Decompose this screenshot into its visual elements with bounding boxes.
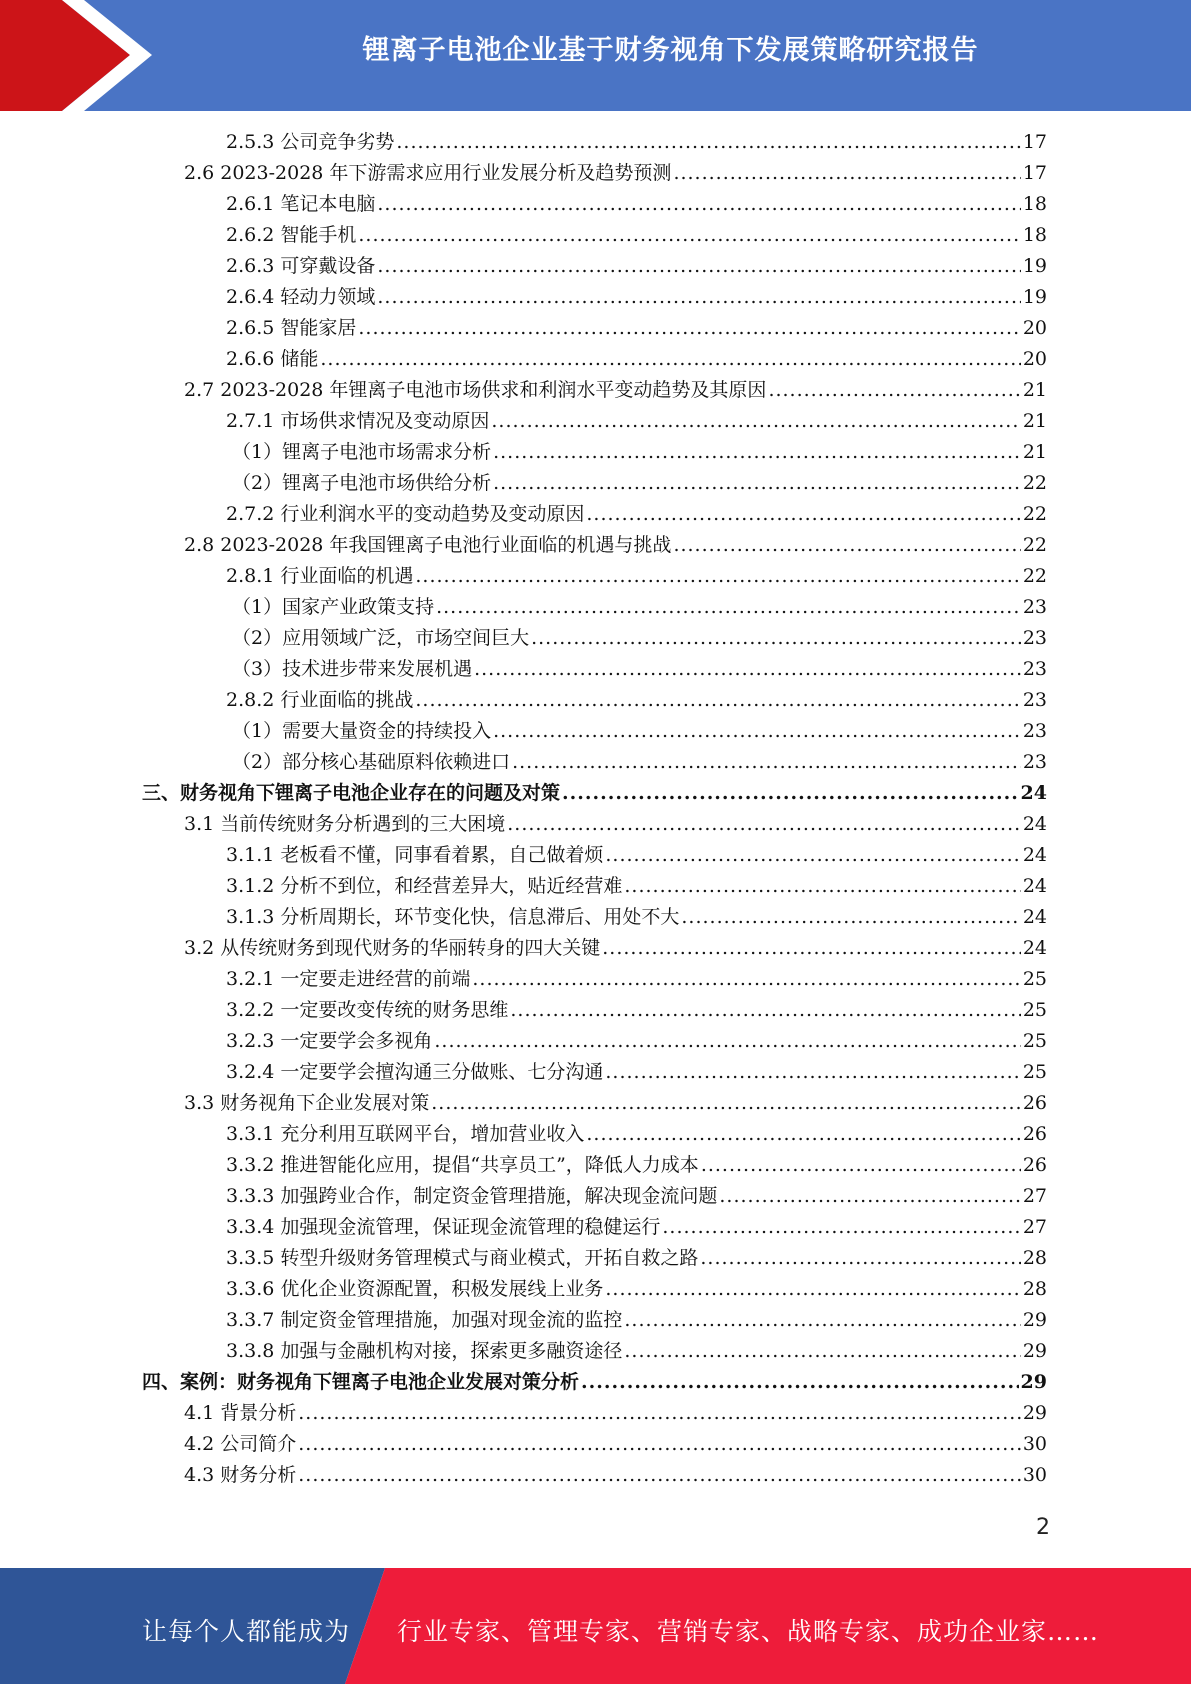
toc-entry-page: 23 xyxy=(1022,720,1047,742)
toc-entry-label: 3.1 当前传统财务分析遇到的三大困境 xyxy=(184,813,506,835)
toc-entry-label: 3.1.2 分析不到位，和经营差异大，贴近经营难 xyxy=(226,875,623,897)
toc-dot-leader xyxy=(701,1150,1021,1181)
toc-entry[interactable] xyxy=(226,189,1047,220)
toc-entry-label: （2）部分核心基础原料依赖进口 xyxy=(232,751,511,773)
toc-entry[interactable] xyxy=(226,1057,1047,1088)
toc-entry[interactable] xyxy=(226,1026,1047,1057)
toc-entry-label: 2.8.2 行业面临的挑战 xyxy=(226,689,414,711)
toc-entry[interactable] xyxy=(226,344,1047,375)
toc-entry-page: 29 xyxy=(1022,1309,1047,1331)
toc-entry[interactable] xyxy=(184,1398,1047,1429)
toc-entry-page: 26 xyxy=(1022,1154,1047,1176)
toc-entry-page: 24 xyxy=(1022,875,1047,897)
toc-entry[interactable] xyxy=(226,220,1047,251)
toc-dot-leader xyxy=(493,468,1021,499)
toc-dot-leader xyxy=(377,251,1020,282)
footer-slogan-left: 让每个人都能成为 xyxy=(142,1617,351,1646)
toc-dot-leader xyxy=(472,964,1020,995)
toc-entry-label: 3.3.1 充分利用互联网平台，增加营业收入 xyxy=(226,1123,585,1145)
toc-entry-label: 2.6.5 智能家居 xyxy=(226,317,357,339)
toc-entry-label: 2.5.3 公司竞争劣势 xyxy=(226,131,395,153)
toc-entry[interactable] xyxy=(184,933,1047,964)
toc-dot-leader xyxy=(434,1026,1020,1057)
toc-entry-label: 3.2.2 一定要改变传统的财务思维 xyxy=(226,999,509,1021)
toc-entry-page: 24 xyxy=(1020,782,1047,804)
toc-entry-label: （2）锂离子电池市场供给分析 xyxy=(232,472,492,494)
toc-entry[interactable] xyxy=(226,127,1047,158)
toc-entry-label: 4.1 背景分析 xyxy=(184,1402,297,1424)
toc-dot-leader xyxy=(586,1119,1020,1150)
toc-entry-label: 3.2.3 一定要学会多视角 xyxy=(226,1030,433,1052)
toc-dot-leader xyxy=(377,189,1020,220)
toc-entry-page: 22 xyxy=(1022,472,1047,494)
toc-entry[interactable] xyxy=(226,964,1047,995)
toc-dot-leader xyxy=(298,1460,1021,1491)
toc-entry[interactable] xyxy=(184,1460,1047,1491)
toc-entry-page: 18 xyxy=(1022,193,1047,215)
toc-entry[interactable] xyxy=(232,592,1047,623)
toc-entry[interactable] xyxy=(226,840,1047,871)
toc-entry-label: 2.7 2023-2028 年锂离子电池市场供求和利润水平变动趋势及其原因 xyxy=(184,379,767,401)
toc-dot-leader xyxy=(358,220,1020,251)
toc-entry-label: 4.2 公司简介 xyxy=(184,1433,297,1455)
toc-dot-leader xyxy=(673,530,1020,561)
toc-entry[interactable] xyxy=(226,1336,1047,1367)
toc-dot-leader xyxy=(491,406,1020,437)
toc-entry-label: （1）需要大量资金的持续投入 xyxy=(232,720,492,742)
toc-dot-leader xyxy=(719,1181,1020,1212)
toc-entry-label: 2.6 2023-2028 年下游需求应用行业发展分析及趋势预测 xyxy=(184,162,672,184)
toc-entry[interactable] xyxy=(232,623,1047,654)
toc-entry-label: 2.7.1 市场供求情况及变动原因 xyxy=(226,410,490,432)
toc-entry-label: 3.3.3 加强跨业合作，制定资金管理措施，解决现金流问题 xyxy=(226,1185,718,1207)
toc-entry-label: 3.3.6 优化企业资源配置，积极发展线上业务 xyxy=(226,1278,604,1300)
toc-entry-page: 19 xyxy=(1022,286,1047,308)
toc-entry[interactable] xyxy=(226,406,1047,437)
toc-entry-page: 25 xyxy=(1022,1061,1047,1083)
toc-dot-leader xyxy=(624,871,1020,902)
toc-entry-label: 2.6.3 可穿戴设备 xyxy=(226,255,376,277)
toc-entry-label: （3）技术进步带来发展机遇 xyxy=(232,658,473,680)
page-header xyxy=(0,0,1191,111)
toc-entry-label: 3.2.1 一定要走进经营的前端 xyxy=(226,968,471,990)
toc-entry-page: 25 xyxy=(1022,968,1047,990)
toc-entry-label: 2.7.2 行业利润水平的变动趋势及变动原因 xyxy=(226,503,585,525)
toc-entry-page: 24 xyxy=(1022,906,1047,928)
toc-entry-label: （1）国家产业政策支持 xyxy=(232,596,435,618)
toc-dot-leader xyxy=(436,592,1021,623)
toc-entry-page: 23 xyxy=(1022,751,1047,773)
toc-entry-page: 20 xyxy=(1022,348,1047,370)
toc-entry-page: 26 xyxy=(1022,1123,1047,1145)
toc-entry-page: 26 xyxy=(1022,1092,1047,1114)
toc-dot-leader xyxy=(507,809,1021,840)
toc-entry-page: 23 xyxy=(1022,627,1047,649)
toc-entry-page: 24 xyxy=(1022,844,1047,866)
toc-dot-leader xyxy=(358,313,1020,344)
toc-entry-label: 2.6.4 轻动力领域 xyxy=(226,286,376,308)
toc-entry[interactable] xyxy=(184,158,1047,189)
toc-entry-label: 4.3 财务分析 xyxy=(184,1464,297,1486)
toc-entry[interactable] xyxy=(226,499,1047,530)
toc-entry[interactable] xyxy=(226,871,1047,902)
toc-entry-label: 3.3.4 加强现金流管理，保证现金流管理的稳健运行 xyxy=(226,1216,661,1238)
toc-entry[interactable] xyxy=(232,437,1047,468)
toc-entry-page: 23 xyxy=(1022,658,1047,680)
toc-entry-page: 17 xyxy=(1022,131,1047,153)
toc-entry-page: 21 xyxy=(1022,410,1047,432)
toc-entry-label: 2.8.1 行业面临的机遇 xyxy=(226,565,414,587)
toc-dot-leader xyxy=(493,437,1021,468)
toc-entry-label: 3.3 财务视角下企业发展对策 xyxy=(184,1092,430,1114)
toc-entry-page: 17 xyxy=(1022,162,1047,184)
toc-dot-leader xyxy=(768,375,1020,406)
toc-entry[interactable] xyxy=(184,530,1047,561)
toc-dot-leader xyxy=(662,1212,1020,1243)
toc-entry[interactable] xyxy=(226,251,1047,282)
toc-dot-leader xyxy=(493,716,1021,747)
toc-entry[interactable] xyxy=(226,1212,1047,1243)
toc-entry-page: 22 xyxy=(1022,565,1047,587)
toc-entry[interactable] xyxy=(226,561,1047,592)
toc-entry[interactable] xyxy=(232,747,1047,778)
toc-entry-label: 3.2.4 一定要学会擅沟通三分做账、七分沟通 xyxy=(226,1061,604,1083)
toc-entry[interactable] xyxy=(184,1088,1047,1119)
toc-entry-page: 18 xyxy=(1022,224,1047,246)
toc-dot-leader xyxy=(700,1243,1020,1274)
toc-entry-page: 19 xyxy=(1022,255,1047,277)
toc-entry[interactable] xyxy=(232,468,1047,499)
toc-entry-page: 30 xyxy=(1022,1433,1047,1455)
toc-dot-leader xyxy=(431,1088,1021,1119)
toc-entry-label: 3.3.7 制定资金管理措施，加强对现金流的监控 xyxy=(226,1309,623,1331)
toc-dot-leader xyxy=(377,282,1020,313)
toc-dot-leader xyxy=(681,902,1020,933)
toc-entry[interactable] xyxy=(232,654,1047,685)
toc-entry[interactable] xyxy=(226,1305,1047,1336)
toc-chapter-entry[interactable] xyxy=(142,1367,1047,1398)
toc-entry[interactable] xyxy=(226,313,1047,344)
toc-entry[interactable] xyxy=(232,716,1047,747)
toc-entry-page: 23 xyxy=(1022,596,1047,618)
toc-dot-leader xyxy=(605,840,1020,871)
toc-dot-leader xyxy=(605,1274,1020,1305)
toc-entry[interactable] xyxy=(226,1274,1047,1305)
toc-dot-leader xyxy=(562,778,1019,809)
toc-dot-leader xyxy=(298,1429,1021,1460)
toc-entry-label: （1）锂离子电池市场需求分析 xyxy=(232,441,492,463)
toc-entry[interactable] xyxy=(226,1150,1047,1181)
toc-dot-leader xyxy=(586,499,1020,530)
toc-entry-page: 21 xyxy=(1022,379,1047,401)
toc-entry-page: 27 xyxy=(1022,1185,1047,1207)
toc-entry-page: 20 xyxy=(1022,317,1047,339)
toc-dot-leader xyxy=(474,654,1021,685)
toc-entry-label: 3.1.3 分析周期长，环节变化快，信息滞后、用处不大 xyxy=(226,906,680,928)
toc-dot-leader xyxy=(415,561,1020,592)
toc-dot-leader xyxy=(624,1336,1020,1367)
toc-entry-page: 29 xyxy=(1020,1371,1047,1393)
toc-entry-label: 3.3.5 转型升级财务管理模式与商业模式，开拓自救之路 xyxy=(226,1247,699,1269)
toc-entry-page: 27 xyxy=(1022,1216,1047,1238)
toc-entry-page: 24 xyxy=(1022,813,1047,835)
toc-dot-leader xyxy=(320,344,1020,375)
toc-entry[interactable] xyxy=(226,902,1047,933)
toc-dot-leader xyxy=(298,1398,1021,1429)
toc-entry-page: 22 xyxy=(1022,534,1047,556)
toc-entry-page: 25 xyxy=(1022,999,1047,1021)
toc-entry-label: 2.8 2023-2028 年我国锂离子电池行业面临的机遇与挑战 xyxy=(184,534,672,556)
page-footer xyxy=(0,1568,1191,1684)
toc-dot-leader xyxy=(602,933,1021,964)
toc-entry[interactable] xyxy=(226,1243,1047,1274)
toc-entry[interactable] xyxy=(226,685,1047,716)
toc-entry[interactable] xyxy=(226,995,1047,1026)
toc-dot-leader xyxy=(531,623,1021,654)
toc-entry-label: 3.3.8 加强与金融机构对接，探索更多融资途径 xyxy=(226,1340,623,1362)
toc-entry[interactable] xyxy=(184,375,1047,406)
toc-entry-page: 25 xyxy=(1022,1030,1047,1052)
toc-dot-leader xyxy=(512,747,1021,778)
toc-entry[interactable] xyxy=(226,1181,1047,1212)
toc-entry-label: 三、财务视角下锂离子电池企业存在的问题及对策 xyxy=(142,782,561,804)
toc-entry-page: 22 xyxy=(1022,503,1047,525)
page-number: 2 xyxy=(1036,1515,1050,1540)
toc-entry-page: 28 xyxy=(1022,1247,1047,1269)
toc-dot-leader xyxy=(673,158,1020,189)
toc-entry[interactable] xyxy=(226,1119,1047,1150)
toc-entry-label: 2.6.6 储能 xyxy=(226,348,319,370)
toc-dot-leader xyxy=(415,685,1020,716)
toc-entry-page: 28 xyxy=(1022,1278,1047,1300)
footer-slogan-right: 行业专家、管理专家、营销专家、战略专家、成功企业家…… xyxy=(397,1617,1100,1646)
toc-dot-leader xyxy=(581,1367,1019,1398)
toc-entry-page: 29 xyxy=(1022,1402,1047,1424)
toc-chapter-entry[interactable] xyxy=(142,778,1047,809)
toc-entry-page: 29 xyxy=(1022,1340,1047,1362)
toc-entry-label: 3.1.1 老板看不懂，同事看着累，自己做着烦 xyxy=(226,844,604,866)
toc-entry-label: 2.6.1 笔记本电脑 xyxy=(226,193,376,215)
toc-entry[interactable] xyxy=(226,282,1047,313)
toc-dot-leader xyxy=(396,127,1020,158)
toc-entry-label: 3.2 从传统财务到现代财务的华丽转身的四大关键 xyxy=(184,937,601,959)
toc-dot-leader xyxy=(605,1057,1020,1088)
toc-entry-label: 2.6.2 智能手机 xyxy=(226,224,357,246)
toc-entry-label: 四、案例：财务视角下锂离子电池企业发展对策分析 xyxy=(142,1371,580,1393)
toc-entry-page: 30 xyxy=(1022,1464,1047,1486)
document-title: 锂离子电池企业基于财务视角下发展策略研究报告 xyxy=(362,35,979,66)
toc-entry-label: 3.3.2 推进智能化应用，提倡“共享员工”，降低人力成本 xyxy=(226,1154,699,1176)
toc-entry[interactable] xyxy=(184,1429,1047,1460)
toc-dot-leader xyxy=(624,1305,1020,1336)
toc-entry-label: （2）应用领域广泛，市场空间巨大 xyxy=(232,627,530,649)
toc-dot-leader xyxy=(510,995,1020,1026)
toc-entry-page: 23 xyxy=(1022,689,1047,711)
toc-entry-page: 21 xyxy=(1022,441,1047,463)
toc-entry[interactable] xyxy=(184,809,1047,840)
toc-entry-page: 24 xyxy=(1022,937,1047,959)
